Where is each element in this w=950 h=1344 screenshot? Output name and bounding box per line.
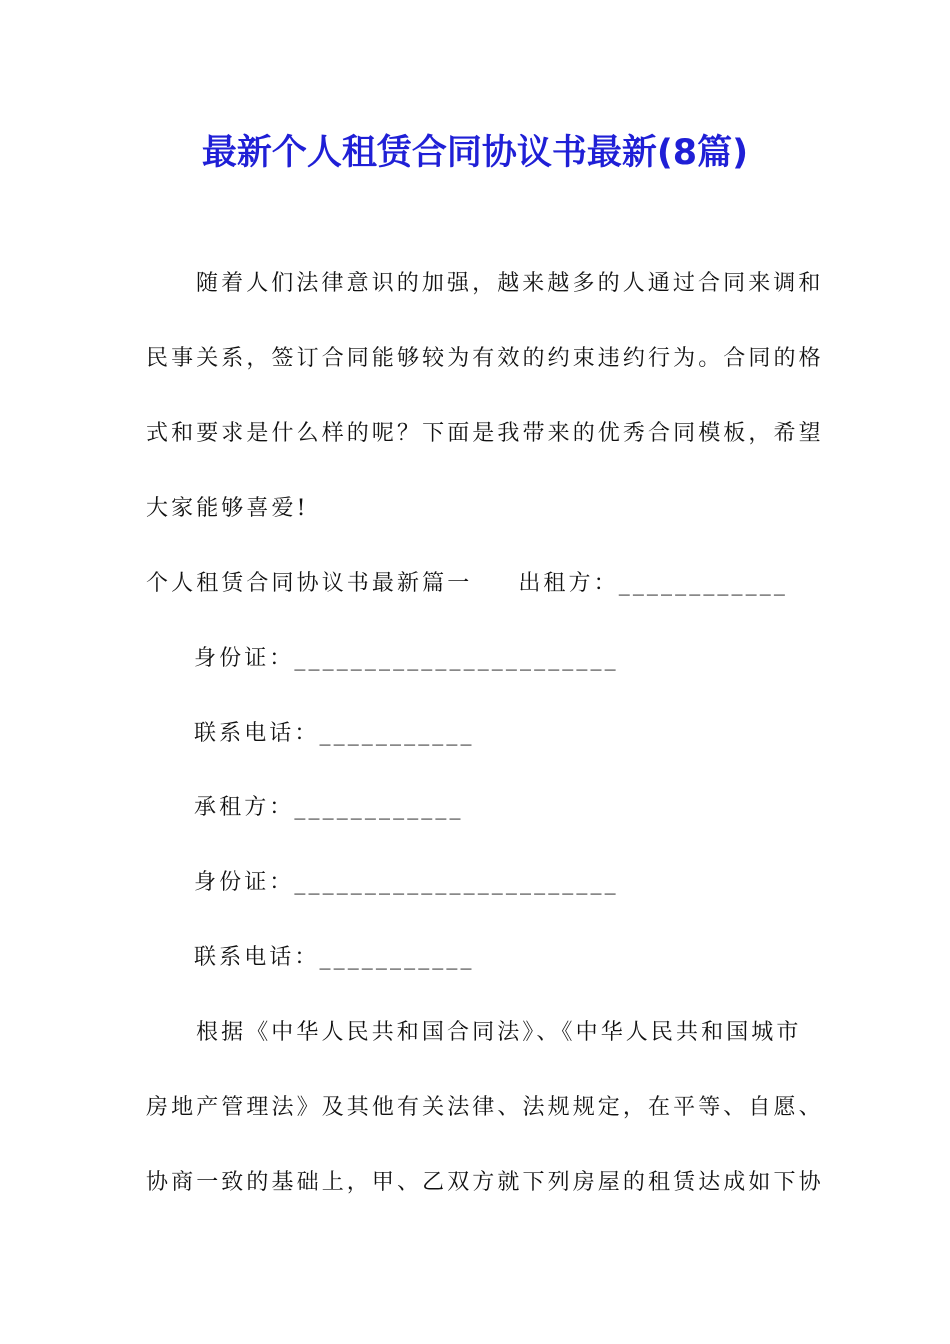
lessee-field: 承租方：____________ [194,795,464,820]
intro-line-1: 随着人们法律意识的加强，越来越多的人通过合同来调和 [196,271,824,296]
document-title: 最新个人租赁合同协议书最新(8篇) [201,133,749,173]
body-line-2: 房地产管理法》及其他有关法律、法规规定，在平等、自愿、 [146,1095,824,1120]
section-heading-row [146,566,788,602]
lessor-phone-field: 联系电话：___________ [194,721,475,746]
lessor-field: 出租方：____________ [518,571,788,596]
body-line-3: 协商一致的基础上，甲、乙双方就下列房屋的租赁达成如下协 [146,1170,824,1195]
section-heading: 个人租赁合同协议书最新篇一 [146,571,473,596]
intro-line-4: 大家能够喜爱! [146,496,309,521]
intro-line-3: 式和要求是什么样的呢？下面是我带来的优秀合同模板，希望 [146,421,824,446]
lessee-id-field: 身份证：_______________________ [194,870,619,895]
lessee-phone-field: 联系电话：___________ [194,945,475,970]
intro-line-2: 民事关系，签订合同能够较为有效的约束违约行为。合同的格 [146,346,824,371]
lessor-id-field: 身份证：_______________________ [194,646,619,671]
body-line-1: 根据《中华人民共和国合同法》、《中华人民共和国城市 [196,1020,802,1045]
